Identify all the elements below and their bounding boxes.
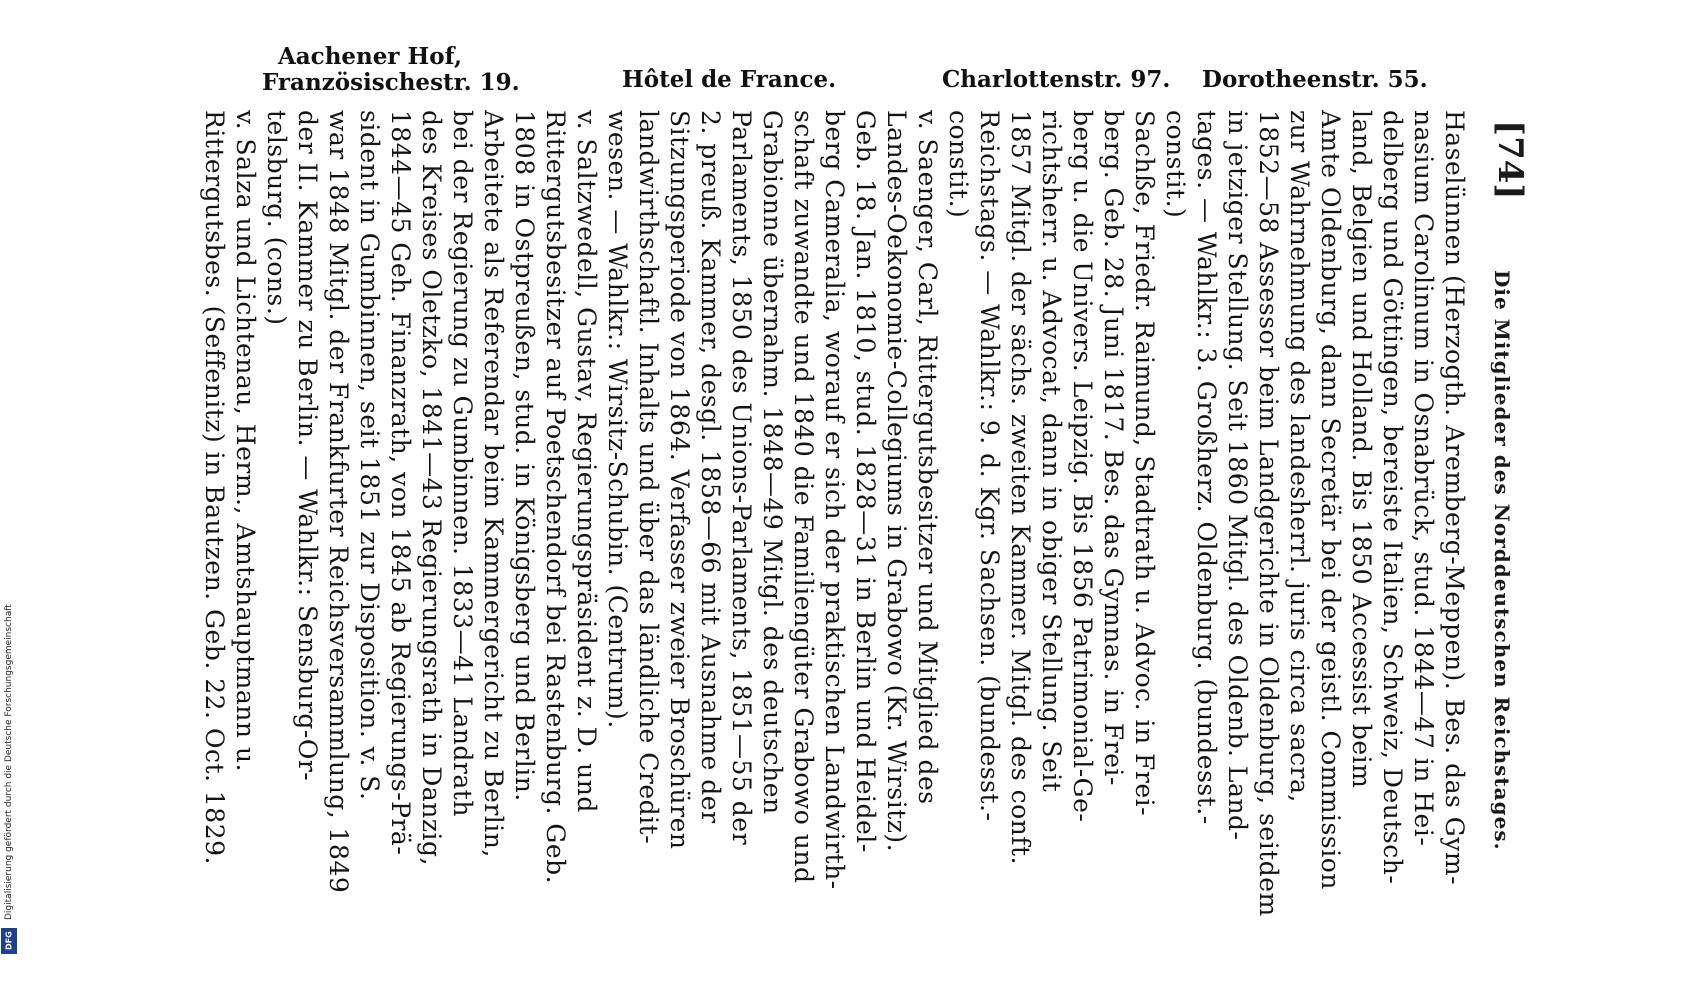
text-line: Landes-Oekonomie-Collegiums in Grabowo (Kr. Wirsitz). bbox=[882, 110, 911, 853]
text-line: constit.) bbox=[944, 110, 973, 219]
text-line: telsburg. (cons.) bbox=[262, 110, 291, 326]
text-line: Amte Oldenburg, dann Secretär bei der geistl. Commission bbox=[1316, 110, 1345, 890]
text-line: 1808 in Ostpreußen, stud. in Königsberg und Berlin. bbox=[510, 110, 539, 802]
header-hotel-de-france: Hôtel de France. bbox=[622, 66, 837, 93]
text-line: Rittergutsbes. (Seffenitz) in Bautzen. Geb. 22. Oct. 1829. bbox=[200, 110, 229, 865]
text-line: tages. — Wahlkr.: 3. Großherz. Oldenburg. (bundesst.- bbox=[1192, 110, 1221, 825]
text-line: berg Cameralia, worauf er sich der praktischen Landwirth- bbox=[820, 110, 849, 890]
header-charlottenstr: Charlottenstr. 97. bbox=[942, 66, 1171, 93]
text-line: der II. Kammer zu Berlin. — Wahlkr.: Sensburg-Or- bbox=[293, 110, 322, 782]
running-title: Die Mitglieder des Norddeutschen Reichstages. bbox=[1490, 270, 1514, 851]
text-line: zur Wahrnehmung des landesherrl. juris circa sacra, bbox=[1285, 110, 1314, 803]
hotel-header-row bbox=[262, 43, 1428, 100]
text-line: Sachße, Friedr. Raimund, Stadtrath u. Advoc. in Frei- bbox=[1130, 110, 1159, 817]
text-line: 1857 Mitgl. der sächs. zweiten Kammer. Mitgl. des conft. bbox=[1006, 110, 1035, 866]
text-line: war 1848 Mitgl. der Frankfurter Reichsversammlung, 1849 bbox=[324, 110, 353, 894]
page-number: [74] bbox=[1490, 120, 1530, 200]
text-line: 1852—58 Assessor beim Landgerichte in Oldenburg, seitdem bbox=[1254, 110, 1283, 917]
text-line: 2. preuß. Kammer, desgl. 1858—66 mit Ausnahme der bbox=[696, 110, 725, 824]
digitization-note: Digitalisierung gefördert durch die Deutsche Forschungsgemeinschaft bbox=[4, 604, 14, 920]
text-line: 1844—45 Geh. Finanzrath, von 1845 ab Regierungs-Prä- bbox=[386, 110, 415, 856]
text-line: des Kreises Oletzko, 1841—43 Regierungsrath in Danzig, bbox=[417, 110, 446, 866]
text-line: land, Belgien und Holland. Bis 1850 Accessist beim bbox=[1347, 110, 1376, 789]
header-dorotheenstr: Dorotheenstr. 55. bbox=[1202, 66, 1428, 93]
body-text bbox=[140, 110, 1470, 950]
text-line: Reichstags. — Wahlkr.: 9. d. Kgr. Sachsen. (bundesst.- bbox=[975, 110, 1004, 822]
text-line: Rittergutsbesitzer auf Poetschendorf bei Rastenburg. Geb. bbox=[541, 110, 570, 885]
text-line: constit.) bbox=[1161, 110, 1190, 219]
text-line: v. Saenger, Carl, Rittergutsbesitzer und Mitglied des bbox=[913, 110, 942, 805]
text-line: schaft zuwandte und 1840 die Familiengüter Grabowo und bbox=[789, 110, 818, 884]
text-line: sident in Gumbinnen, seit 1851 zur Disposition. v. S. bbox=[355, 110, 384, 801]
text-line: wesen. — Wahlkr.: Wirsitz-Schubin. (Centrum). bbox=[603, 110, 632, 729]
text-line: v. Salza und Lichtenau, Herm., Amtshauptmann u. bbox=[231, 110, 260, 772]
text-line: bei der Regierung zu Gumbinnen. 1833—41 Landrath bbox=[448, 110, 477, 817]
text-line: v. Saltzwedell, Gustav, Regierungspräsident z. D. und bbox=[572, 110, 601, 813]
text-line: Grabionne übernahm. 1848—49 Mitgl. des deutschen bbox=[758, 110, 787, 815]
text-line: Arbeitete als Referendar beim Kammergericht zu Berlin, bbox=[479, 110, 508, 858]
text-line: richtsherr. u. Advocat, dann in obiger Stellung. Seit bbox=[1037, 110, 1066, 793]
text-line: Geb. 18. Jan. 1810, stud. 1828—31 in Berlin und Heidel- bbox=[851, 110, 880, 853]
text-line: berg u. die Univers. Leipzig. Bis 1856 Patrimonial-Ge- bbox=[1068, 110, 1097, 823]
text-line: Haselünnen (Herzogth. Aremberg-Meppen). Bes. das Gym- bbox=[1440, 110, 1469, 886]
text-line: in jetziger Stellung. Seit 1860 Mitgl. des Oldenb. Land- bbox=[1223, 110, 1252, 841]
text-line: landwirthschaftl. Inhalts und über das ländliche Credit- bbox=[634, 110, 663, 845]
text-line: berg. Geb. 28. Juni 1817. Bes. das Gymnas. in Frei- bbox=[1099, 110, 1128, 786]
dfg-logo-icon: DFG bbox=[1, 928, 17, 954]
text-line: nasium Carolinum in Osnabrück, stud. 1844—47 in Hei- bbox=[1409, 110, 1438, 847]
text-line: Sitzungsperiode von 1864. Verfasser zweier Broschüren bbox=[665, 110, 694, 850]
text-line: delberg und Göttingen, bereiste Italien, Schweiz, Deutsch- bbox=[1378, 110, 1407, 885]
header-aachener-hof: Aachener Hof, Französischestr. 19. bbox=[262, 43, 520, 96]
text-line: Parlaments, 1850 des Unions-Parlaments, 1851—55 der bbox=[727, 110, 756, 846]
